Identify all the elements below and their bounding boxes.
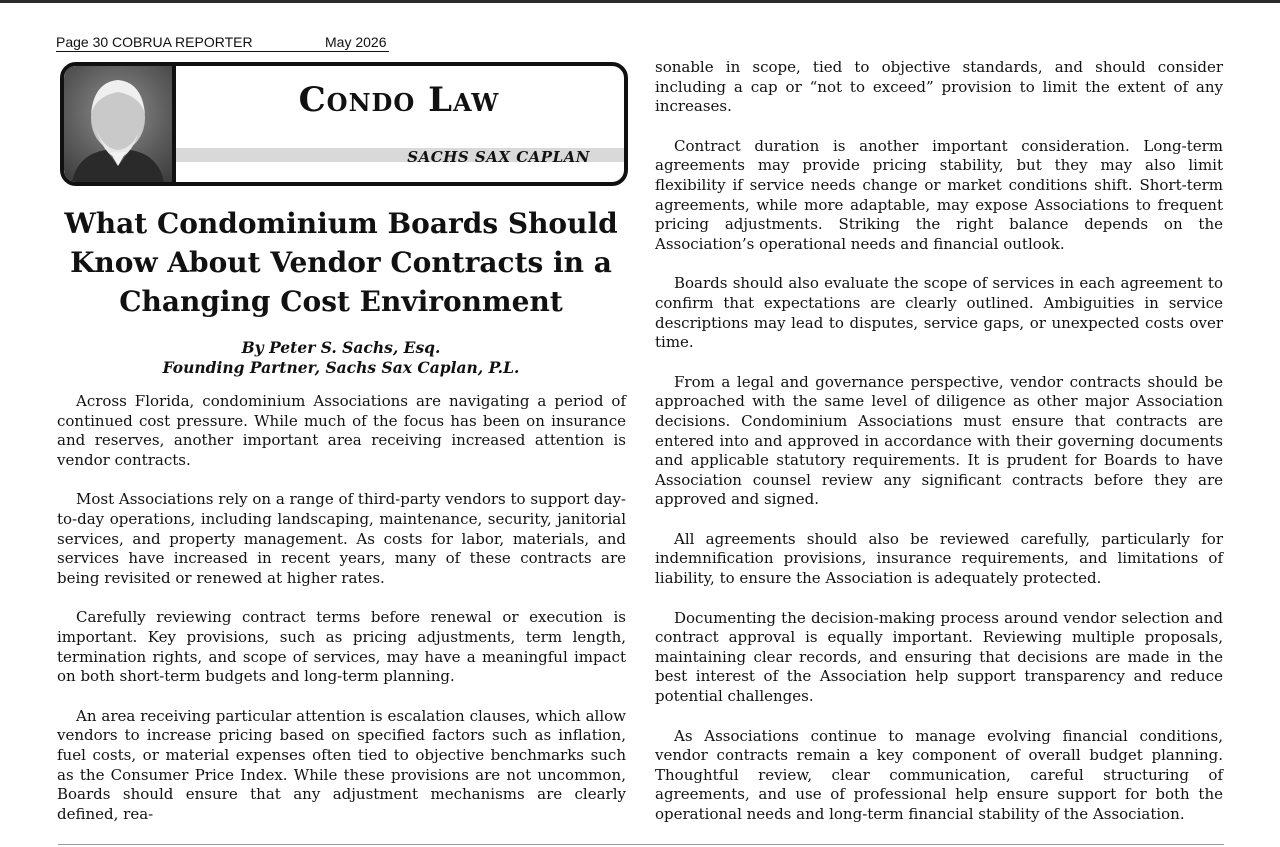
body-paragraph: Contract duration is another important consideration. Long-term agreements may provide pricing stability, but they may also limit flexibility if service needs change or market conditions shift. Short-term agreements, while more adaptable, may expose Associations to frequent pricing adjustments. Striking the right balance depends on the Association’s operational needs and financial outlook.: [655, 136, 1223, 253]
body-paragraph: From a legal and governance perspective, vendor contracts should be approached with the same level of diligence as other major Association decisions. Condominium Associations must ensure that contracts are entered into and approved in accordance with their governing documents and applicable statutory requirements. It is prudent for Boards to have Association counsel review any significant contracts before they are approved and signed.: [655, 372, 1223, 509]
firm-names: SACHS SAX CAPLAN: [407, 148, 590, 166]
bottom-rule: [58, 844, 1224, 845]
author-photo: [64, 66, 176, 182]
column-title: Condo Law: [298, 80, 500, 120]
column-banner: [60, 62, 628, 186]
body-paragraph: As Associations continue to manage evolving financial conditions, vendor contracts remain a key component of overall budget planning. Thoughtful review, clear communication, careful structuring of agreements, and use of professional help ensure support for both the operational needs and long-term financial stability of the Association.: [655, 726, 1223, 823]
body-paragraph: Carefully reviewing contract terms before renewal or execution is important. Key provisions, such as pricing adjustments, term length, termination rights, and scope of services, may have a meaningful impact on both short-term budgets and long-term planning.: [57, 608, 626, 686]
right-column: [655, 58, 1223, 845]
page-number-line: Page 30 COBRUA REPORTER: [56, 34, 253, 50]
byline-author: By Peter S. Sachs, Esq.: [241, 338, 441, 357]
article-headline: What Condominium Boards Should Know About Vendor Contracts in a Changing Cost Environment: [64, 207, 618, 318]
left-column: [57, 392, 626, 844]
body-paragraph: All agreements should also be reviewed carefully, particularly for indemnification provisions, insurance requirements, and limitations of liability, to ensure the Association is adequately protected.: [655, 529, 1223, 588]
body-paragraph: Boards should also evaluate the scope of services in each agreement to confirm that expectations are clearly outlined. Ambiguities in service descriptions may lead to disputes, service gaps, or unexpected costs over time.: [655, 274, 1223, 352]
body-paragraph: Across Florida, condominium Associations are navigating a period of continued cost pressure. While much of the focus has been on insurance and reserves, another important area receiving increased attention is vendor contracts.: [57, 392, 626, 469]
top-rule: [0, 0, 1280, 3]
continued-paragraph: sonable in scope, tied to objective standards, and should consider including a cap or “not to exceed” provision to limit the extent of any increases.: [655, 58, 1223, 116]
body-paragraph: An area receiving particular attention is escalation clauses, which allow vendors to increase pricing based on specified factors such as inflation, fuel costs, or material expenses often tied to objective benchmarks such as the Consumer Price Index. While these provisions are not uncommon, Boards should ensure that any adjustment mechanisms are clearly defined, rea-: [57, 706, 626, 823]
article-byline: [56, 338, 626, 378]
header-underline: [56, 51, 389, 52]
issue-date: May 2026: [325, 34, 387, 50]
body-paragraph: Most Associations rely on a range of third-party vendors to support day-to-day operations, including landscaping, maintenance, security, janitorial services, and property management. As costs for labor, materials, and services have increased in recent years, many of these contracts are being revisited or renewed at higher rates.: [57, 490, 626, 587]
body-paragraph: Documenting the decision-making process around vendor selection and contract approval is equally important. Reviewing multiple proposals, maintaining clear records, and ensuring that decisions are made in the best interest of the Association help support transparency and reduce potential challenges.: [655, 608, 1223, 706]
byline-title: Founding Partner, Sachs Sax Caplan, P.L.: [162, 358, 520, 377]
